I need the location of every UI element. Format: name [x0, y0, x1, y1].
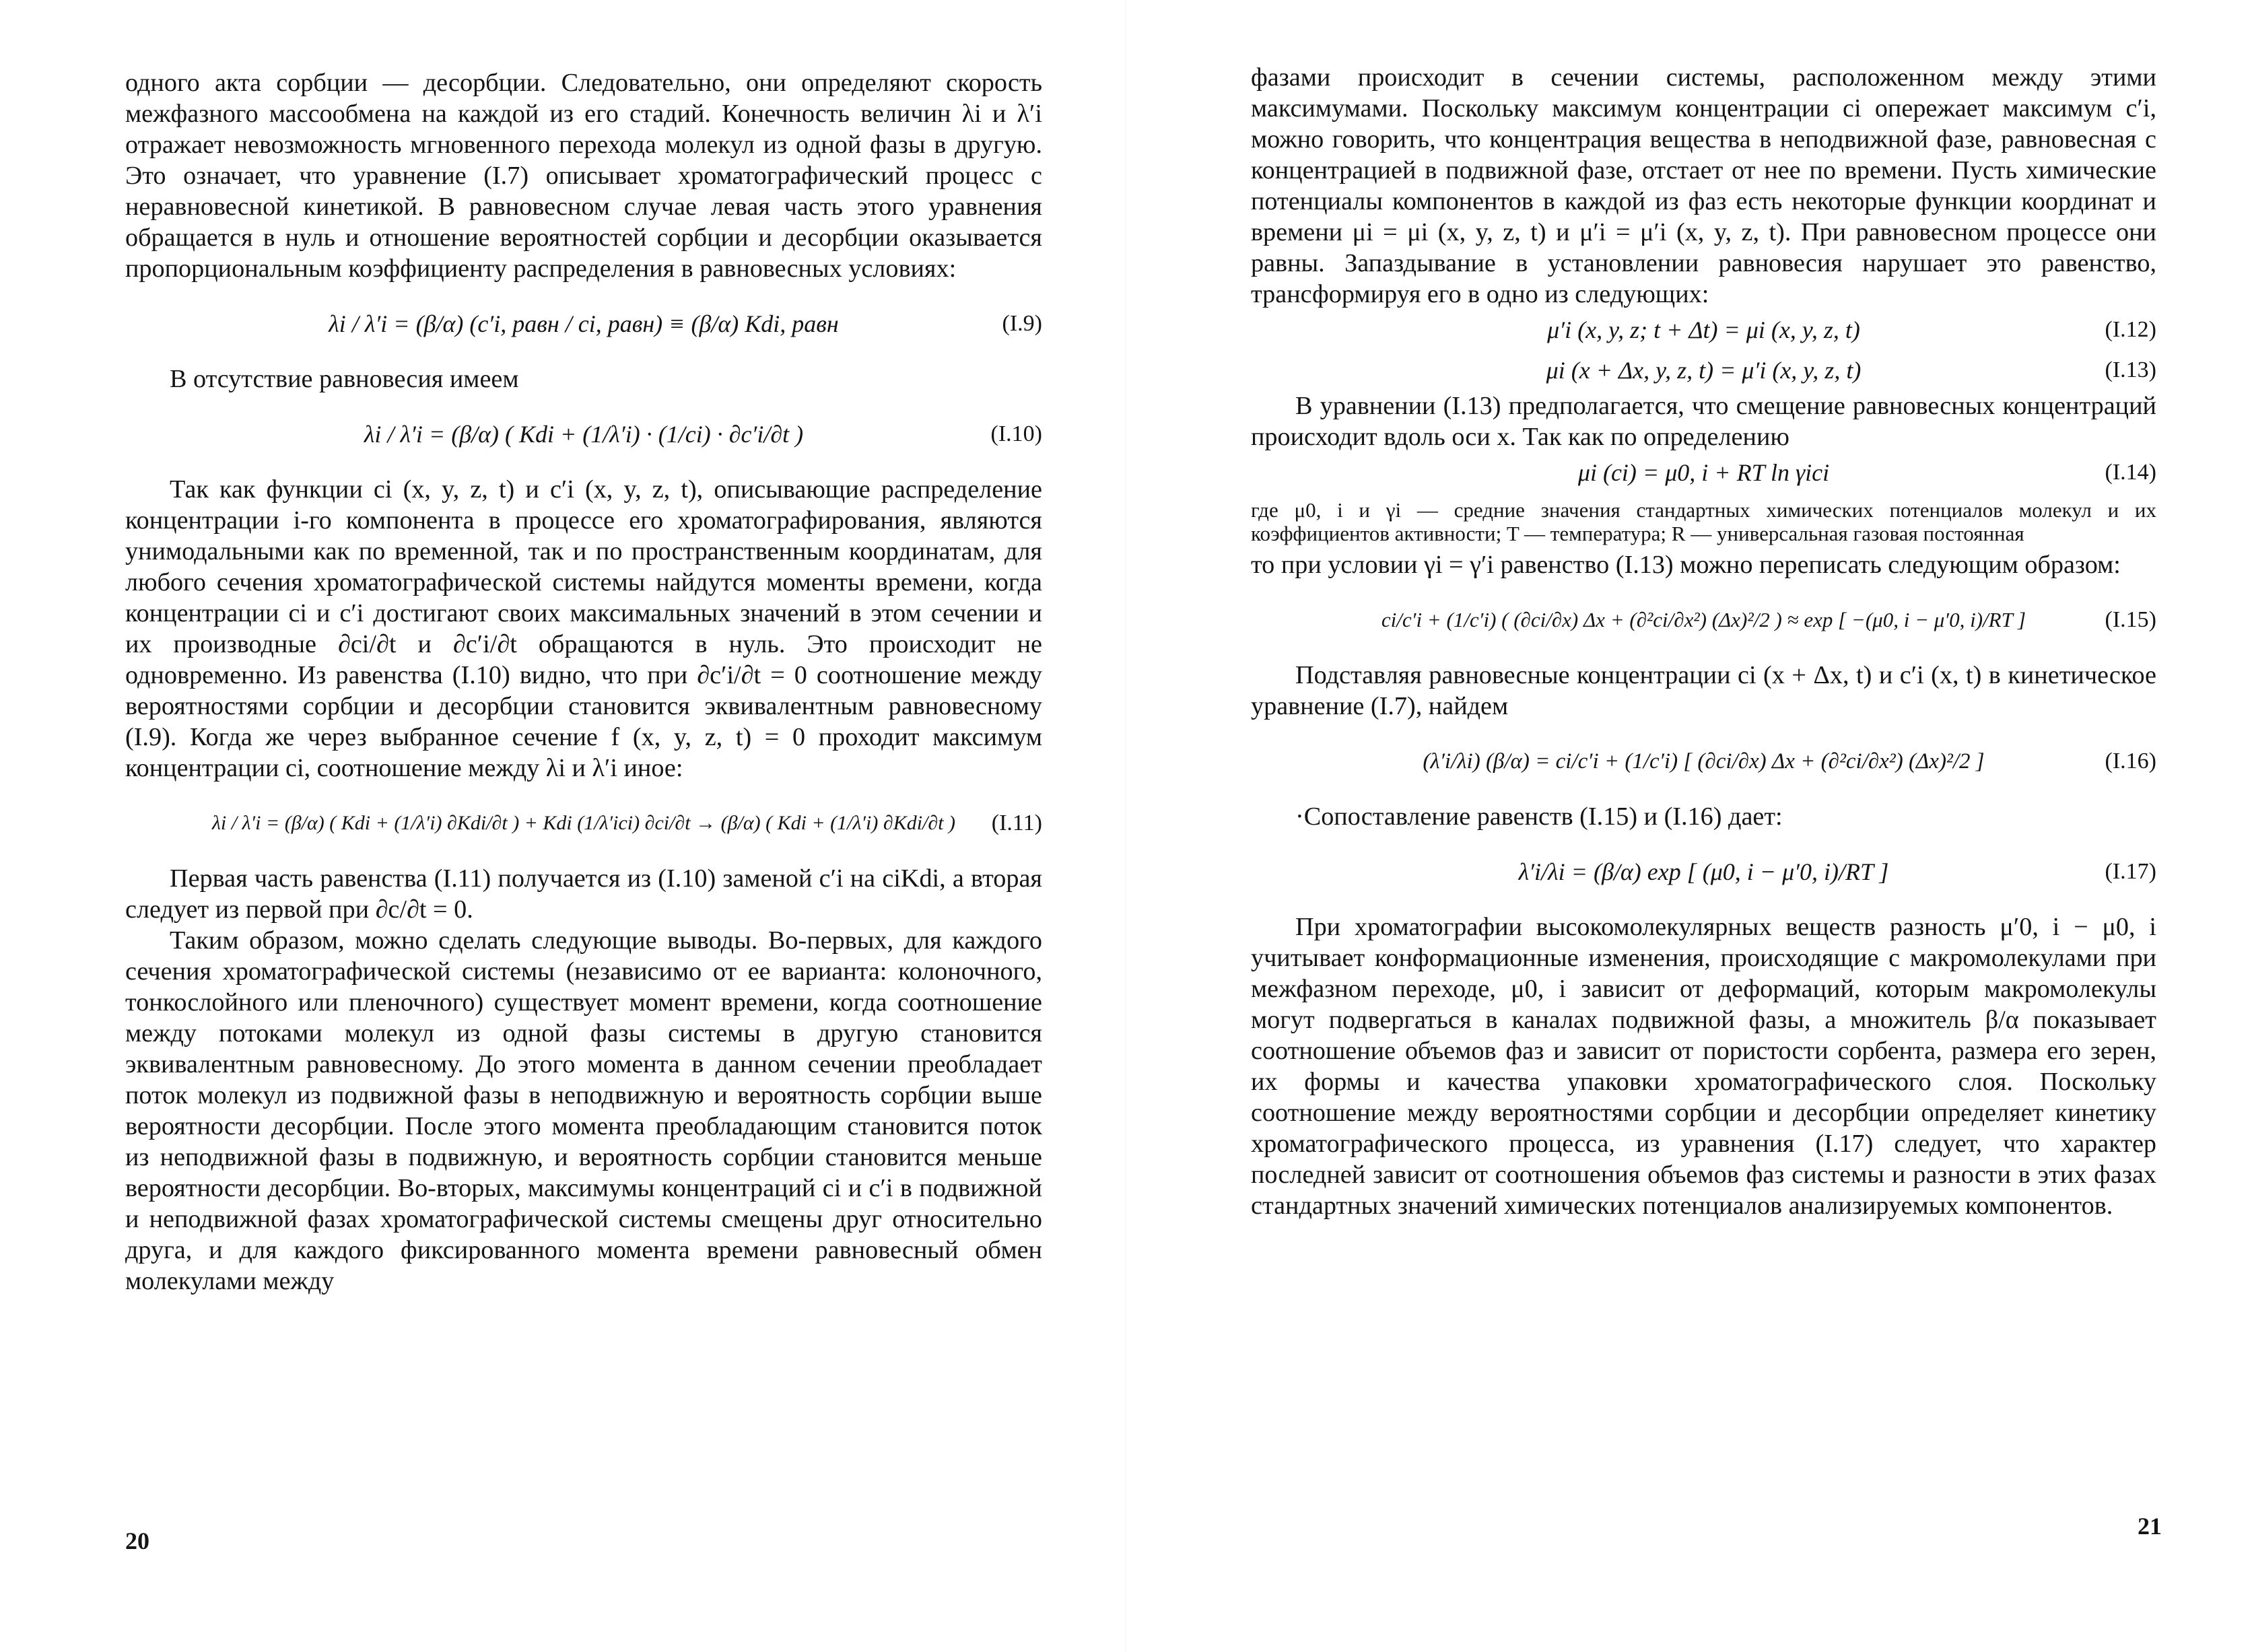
equation-formula: λi / λ′i = (β/α) ( Kdi + (1/λ′i) ∂Kdi/∂t ) + Kdi (1/λ′ici) ∂ci/∂t → (β/α) ( Kdi + (1/λ′i) ∂Kdi/∂t )	[211, 812, 956, 834]
paragraph: то при условии γi = γ′i равенство (I.13) можно переписать следующим образом:	[1251, 551, 2121, 579]
paragraph: Подставляя равновесные концентрации ci (x + Δx, t) и c′i (x, t) в кинетическое уравнение (I.7), найдем	[1251, 661, 2156, 720]
equation-formula: λ′i/λi = (β/α) exp [ (μ0, i − μ′0, i)/RT ]	[1518, 858, 1889, 885]
equation-number: (I.13)	[2105, 357, 2156, 382]
equation-number: (I.15)	[2105, 607, 2156, 632]
equation-I12	[1251, 310, 2156, 350]
paragraph: В уравнении (I.13) предполагается, что смещение равновесных концентраций происходит вдоль оси x. Так как по определению	[1251, 392, 2156, 451]
paragraph: ·Сопоставление равенств (I.15) и (I.16) дает:	[1295, 802, 1783, 831]
paragraph: В отсутствие равновесия имеем	[170, 365, 519, 393]
equation-formula: μi (ci) = μ0, i + RT ln γici	[1577, 459, 1830, 486]
right-page-text-column	[1251, 62, 2156, 1221]
equation-formula: (λ′i/λi) (β/α) = ci/c′i + (1/c′i) [ (∂ci/∂x) Δx + (∂²ci/∂x²) (Δx)²/2 ]	[1423, 749, 1985, 773]
left-page-text-column	[125, 67, 1042, 1297]
equation-number: (I.17)	[2105, 859, 2156, 884]
paragraph: Первая часть равенства (I.11) получается из (I.10) заменой c′i на ciKdi, а вторая следует из первой при ∂c/∂t = 0.	[125, 864, 1042, 924]
paragraph: фазами происходит в сечении системы, расположенном между этими максимумами. Поскольку максимум концентрации ci опережает максимум c′i, можно говорить, что концентрация вещества в неподвижной фазе, равновесная с концентрацией в подвижной фазе, отстает от нее по времени. Пусть химические потенциалы компонентов в каждой из фаз есть некоторые функции координат и времени μi = μi (x, y, z, t) и μ′i = μ′i (x, y, z, t). При равновесном процессе они равны. Запаздывание в установлении равновесия нарушает это равенство, трансформируя его в одно из следующих:	[1251, 63, 2156, 308]
equation-number: (I.11)	[991, 811, 1042, 835]
equation-I16	[1251, 722, 2156, 801]
page-number: 20	[125, 1527, 149, 1554]
equation-formula: ci/c′i + (1/c′i) ( (∂ci/∂x) Δx + (∂²ci/∂x²) (Δx)²/2 ) ≈ exp [ −(μ0, i − μ′0, i)/RT ]	[1381, 608, 2026, 631]
paragraph: При хроматографии высокомолекулярных веществ разность μ′0, i − μ0, i учитывает конформационные изменения, происходящие с макромолекулами при межфазном переходе, μ0, i зависит от деформаций, которым макромолекулы могут подвергаться в каналах подвижной фазы, а множитель β/α показывает соотношение объемов фаз и зависит от пористости сорбента, размера его зерен, их формы и качества упаковки хроматографического слоя. Поскольку соотношение между вероятностями сорбции и десорбции определяет кинетику хроматографического процесса, из уравнения (I.17) следует, что характер последней зависит от соотношения объемов фаз системы и разности в этих фазах стандартных значений химических потенциалов анализируемых компонентов.	[1251, 913, 2156, 1220]
equation-I17	[1251, 832, 2156, 911]
equation-number: (I.9)	[1002, 311, 1042, 336]
equation-I15	[1251, 580, 2156, 660]
equation-I11	[125, 784, 1042, 863]
equation-formula: μ′i (x, y, z; t + Δt) = μi (x, y, z, t)	[1547, 316, 1860, 343]
equation-formula: μi (x + Δx, y, z, t) = μ′i (x, y, z, t)	[1546, 357, 1862, 384]
right-page	[1126, 0, 2252, 1652]
footnote-definitions: где μ0, i и γi — средние значения стандартных химических потенциалов молекул и их коэффициентов активности; T — температура; R — универсальная газовая постоянная	[1251, 498, 2156, 545]
page-number: 21	[2138, 1513, 2162, 1540]
equation-formula: λi / λ′i = (β/α) ( Kdi + (1/λ′i) · (1/ci) · ∂c′i/∂t )	[364, 421, 804, 448]
equation-number: (I.10)	[990, 421, 1042, 446]
equation-number: (I.14)	[2105, 460, 2156, 485]
equation-formula: λi / λ′i = (β/α) (c′i, равн / ci, равн) ≡ (β/α) Kdi, равн	[329, 310, 839, 337]
equation-I13	[1251, 350, 2156, 390]
equation-I14	[1251, 452, 2156, 493]
equation-I9	[125, 284, 1042, 364]
paragraph: Таким образом, можно сделать следующие выводы. Во-первых, для каждого сечения хроматографической системы (независимо от ее варианта: колоночного, тонкослойного или пленочного) существует момент времени, когда соотношение между потоками молекул из одной фазы системы в другую становится эквивалентным равновесному. До этого момента в данном сечении преобладает поток молекул из подвижной фазы в неподвижную и вероятность сорбции выше вероятности десорбции. После этого момента преобладающим становится поток из неподвижной фазы в подвижную, и вероятность сорбции становится меньше вероятности десорбции. Во-вторых, максимумы концентраций ci и c′i в подвижной и неподвижной фазах хроматографической системы смещены друг относительно друга, и для каждого фиксированного момента времени равновесный обмен молекулами между	[125, 926, 1042, 1295]
paragraph: Так как функции ci (x, y, z, t) и c′i (x, y, z, t), описывающие распределение концентрации i-го компонента в процессе его хроматографирования, являются унимодальными как по временной, так и по пространственным координатам, для любого сечения хроматографической системы найдутся моменты времени, когда концентрации ci и c′i достигают своих максимальных значений в этом сечении и их производные ∂ci/∂t и ∂c′i/∂t обращаются в нуль. Это происходит не одновременно. Из равенства (I.10) видно, что при ∂c′i/∂t = 0 соотношение между вероятностями сорбции и десорбции становится эквивалентным равновесному (I.9). Когда же через выбранное сечение f (x, y, z, t) = 0 проходит максимум концентрации ci, соотношение между λi и λ′i иное:	[125, 475, 1042, 782]
paragraph: одного акта сорбции — десорбции. Следовательно, они определяют скорость межфазного массообмена на каждой из его стадий. Конечность величин λi и λ′i отражает невозможность мгновенного перехода молекул из одной фазы в другую. Это означает, что уравнение (I.7) описывает хроматографический процесс с неравновесной кинетикой. В равновесном случае левая часть этого уравнения обращается в нуль и отношение вероятностей сорбции и десорбции оказывается пропорциональным коэффициенту распределения в равновесных условиях:	[125, 69, 1042, 283]
equation-number: (I.16)	[2105, 749, 2156, 773]
equation-number: (I.12)	[2105, 317, 2156, 342]
equation-I10	[125, 394, 1042, 474]
